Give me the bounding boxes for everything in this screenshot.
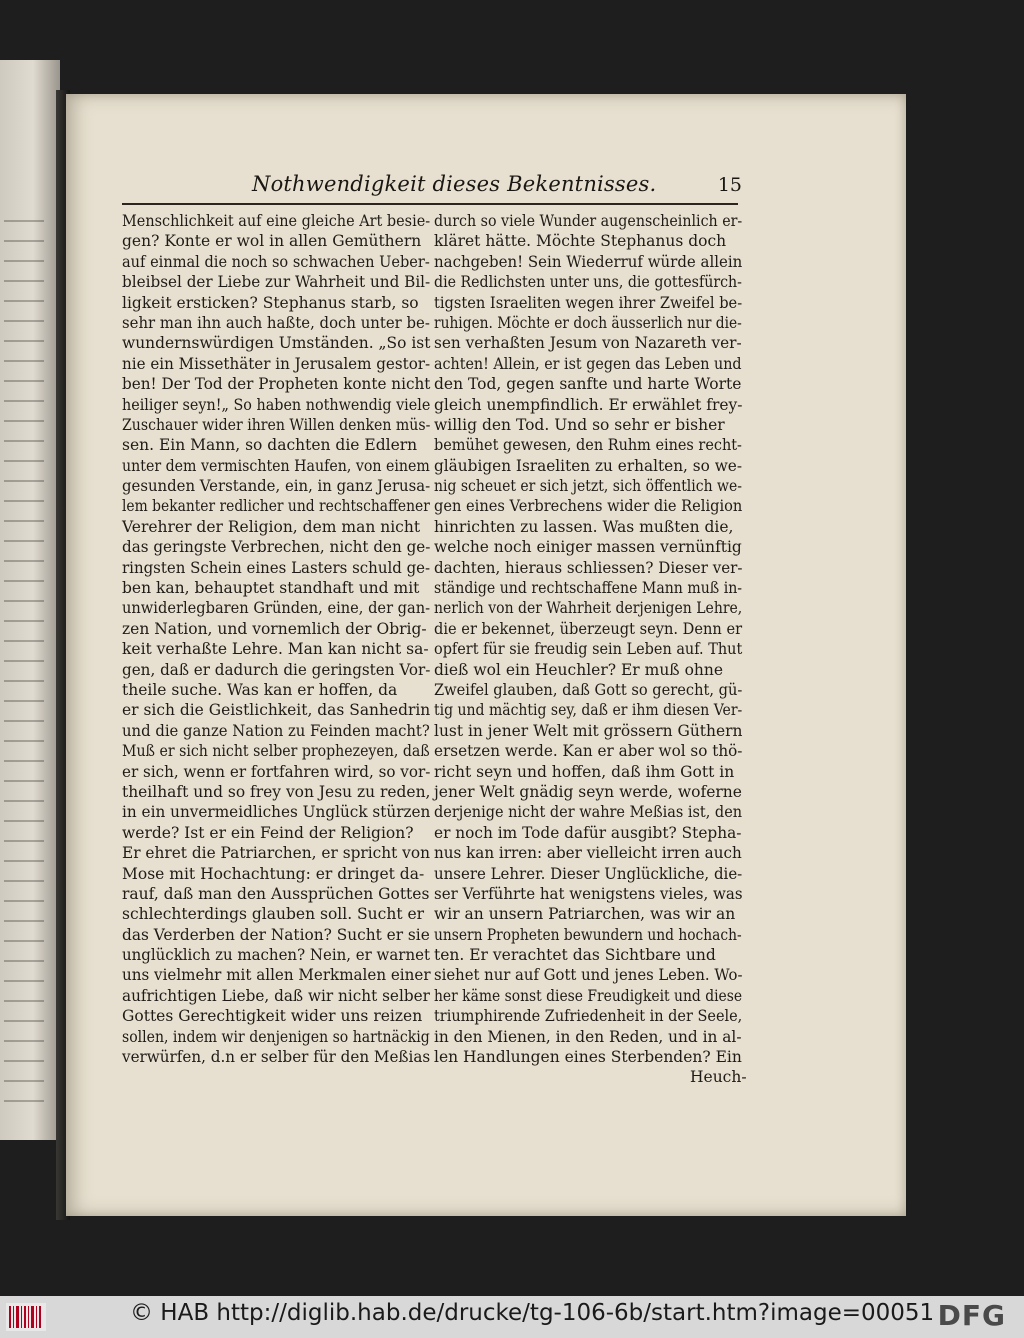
text-line: gen? Konte er wol in allen Gemüthern xyxy=(122,232,422,251)
text-line: hinrichten zu lassen. Was mußten die, xyxy=(434,517,734,536)
text-line: keit verhaßte Lehre. Man kan nicht sa- xyxy=(122,640,429,659)
text-line: nerlich von der Wahrheit derjenigen Lehre, xyxy=(434,599,743,618)
text-line: unwiderlegbaren Gründen, eine, der gan- xyxy=(122,599,431,618)
text-line: zen Nation, und vornemlich der Obrig- xyxy=(122,619,427,638)
text-line: unglücklich zu machen? Nein, er warnet xyxy=(122,946,430,965)
text-line: er sich, wenn er fortfahren wird, so vor- xyxy=(122,762,431,781)
text-line: richt seyn und hoffen, daß ihm Gott in xyxy=(434,762,735,781)
page-number: 15 xyxy=(717,174,742,196)
text-line: Verehrer der Religion, dem man nicht xyxy=(122,517,421,536)
text-line: unter dem vermischten Haufen, von einem xyxy=(122,456,430,475)
text-line: kläret hätte. Möchte Stephanus doch xyxy=(434,232,727,251)
text-line: theilhaft und so frey von Jesu zu reden, xyxy=(122,782,431,801)
text-line: jener Welt gnädig seyn werde, woferne xyxy=(434,782,742,801)
text-line: dieß wol ein Heuchler? Er muß ohne xyxy=(434,660,724,679)
text-line: unsern Propheten bewundern und hochach- xyxy=(434,925,742,944)
text-line: wir an unsern Patriarchen, was wir an xyxy=(434,905,736,924)
text-line: bemühet gewesen, den Ruhm eines recht- xyxy=(434,436,742,455)
text-line: theile suche. Was kan er hoffen, da xyxy=(122,680,398,699)
text-line: bleibsel der Liebe zur Wahrheit und Bil- xyxy=(122,273,431,292)
text-line: derjenige nicht der wahre Meßias ist, den xyxy=(434,803,743,822)
header-rule xyxy=(122,203,738,205)
text-line: Zweifel glauben, daß Gott so gerecht, gü- xyxy=(434,680,743,699)
left-text-column xyxy=(122,211,430,1067)
text-line: aufrichtigen Liebe, daß wir nicht selber xyxy=(122,986,430,1005)
text-line: heiliger seyn!„ So haben nothwendig viele xyxy=(122,395,431,414)
text-line: dachten, hieraus schliessen? Dieser ver- xyxy=(434,558,743,577)
text-line: in ein unvermeidliches Unglück stürzen xyxy=(122,803,431,822)
text-line: den Tod, gegen sanfte und harte Worte xyxy=(434,375,742,394)
text-line: ben kan, behauptet standhaft und mit xyxy=(122,579,420,598)
text-line: wundernswürdigen Umständen. „So ist xyxy=(122,334,431,353)
previous-page-edge xyxy=(0,60,60,1140)
barcode-icon xyxy=(6,1303,46,1331)
text-line: sollen, indem wir denjenigen so hartnäckig xyxy=(122,1027,430,1046)
text-line: ständige und rechtschaffene Mann muß in- xyxy=(434,579,743,598)
text-line: durch so viele Wunder augenscheinlich er- xyxy=(434,212,743,230)
dfg-logo: DFG xyxy=(937,1299,1006,1332)
text-line: ringsten Schein eines Lasters schuld ge- xyxy=(122,558,431,577)
text-line: nig scheuet er sich jetzt, sich öffentlich we- xyxy=(434,477,742,496)
text-line: lust in jener Welt mit grössern Güthern xyxy=(434,721,743,740)
text-line: nie ein Missethäter in Jerusalem gestor- xyxy=(122,354,431,373)
text-line: ten. Er verachtet das Sichtbare und xyxy=(434,946,716,965)
text-line: her käme sonst diese Freudigkeit und diese xyxy=(434,986,743,1005)
text-line: ruhigen. Möchte er doch äusserlich nur die- xyxy=(434,313,742,332)
text-line: die Redlichsten unter uns, die gottesfürch- xyxy=(434,273,742,292)
text-line: er noch im Tode dafür ausgibt? Stepha- xyxy=(434,823,742,842)
text-line: und die ganze Nation zu Feinden macht? xyxy=(122,721,430,740)
right-text-column xyxy=(434,211,742,1067)
text-line: auf einmal die noch so schwachen Ueber- xyxy=(122,252,430,271)
running-head-title: Nothwendigkeit dieses Bekentnisses. xyxy=(252,172,657,196)
text-line: Menschlichkeit auf eine gleiche Art besie- xyxy=(122,212,431,230)
text-line: er sich die Geistlichkeit, das Sanhedrin xyxy=(122,701,431,720)
text-line: gen eines Verbrechens wider die Religion xyxy=(434,497,743,516)
text-line: siehet nur auf Gott und jenes Leben. Wo- xyxy=(434,966,743,985)
text-line: nachgeben! Sein Wiederruf würde allein xyxy=(434,252,743,271)
text-line: das Verderben der Nation? Sucht er sie xyxy=(122,925,430,944)
text-line: werde? Ist er ein Feind der Religion? xyxy=(122,823,414,842)
text-line: tigsten Israeliten wegen ihrer Zweifel be- xyxy=(434,293,743,312)
text-line: triumphirende Zufriedenheit in der Seele, xyxy=(434,1007,743,1026)
text-line: nus kan irren: aber vielleicht irren auch xyxy=(434,844,742,863)
text-line: sen verhaßten Jesum von Nazareth ver- xyxy=(434,334,742,353)
text-line: lem bekanter redlicher und rechtschaffener xyxy=(122,497,430,516)
text-line: ersetzen werde. Kan er aber wol so thö- xyxy=(434,742,743,761)
text-line: tig und mächtig sey, daß er ihm diesen Ver- xyxy=(434,701,743,720)
text-line: willig den Tod. Und so sehr er bisher xyxy=(434,415,725,434)
text-line: verwürfen, d.n er selber für den Meßias xyxy=(122,1048,431,1067)
text-line: sen. Ein Mann, so dachten die Edlern xyxy=(122,436,418,455)
text-line: in den Mienen, in den Reden, und in al- xyxy=(434,1027,742,1046)
text-line: ser Verführte hat wenigstens vieles, was xyxy=(434,884,743,903)
text-line: sehr man ihn auch haßte, doch unter be- xyxy=(122,313,430,332)
text-line: opfert für sie freudig sein Leben auf. Thut xyxy=(434,640,743,659)
text-line: gesunden Verstande, ein, in ganz Jerusa- xyxy=(122,477,431,496)
text-line: gläubigen Israeliten zu erhalten, so we- xyxy=(434,456,743,475)
text-line: gen, daß er dadurch die geringsten Vor- xyxy=(122,660,431,679)
text-line: Mose mit Hochachtung: er dringet da- xyxy=(122,864,425,883)
running-head xyxy=(122,172,742,200)
copyright-link[interactable]: © HAB http://diglib.hab.de/drucke/tg-106-6b/start.htm?image=00051 xyxy=(130,1300,935,1326)
footer-bar xyxy=(0,1296,1024,1338)
text-line: schlechterdings glauben soll. Sucht er xyxy=(122,905,425,924)
catchword: Heuch- xyxy=(690,1068,747,1086)
text-line: gleich unempfindlich. Er erwählet frey- xyxy=(434,395,743,414)
text-line: Muß er sich nicht selber prophezeyen, daß xyxy=(122,742,430,761)
text-line: Gottes Gerechtigkeit wider uns reizen xyxy=(122,1007,423,1026)
text-line: die er bekennet, überzeugt seyn. Denn er xyxy=(434,619,743,638)
text-line: Zuschauer wider ihren Willen denken müs- xyxy=(122,415,431,434)
text-line: Er ehret die Patriarchen, er spricht von xyxy=(122,844,430,863)
text-line: ben! Der Tod der Propheten konte nicht xyxy=(122,375,431,394)
text-line: achten! Allein, er ist gegen das Leben und xyxy=(434,354,742,373)
text-line: unsere Lehrer. Dieser Unglückliche, die- xyxy=(434,864,743,883)
text-line: ligkeit ersticken? Stephanus starb, so xyxy=(122,293,419,312)
text-line: uns vielmehr mit allen Merkmalen einer xyxy=(122,966,431,985)
text-line: das geringste Verbrechen, nicht den ge- xyxy=(122,538,431,557)
text-line: len Handlungen eines Sterbenden? Ein xyxy=(434,1048,742,1067)
text-line: welche noch einiger massen vernünftig xyxy=(434,538,742,557)
text-line: rauf, daß man den Aussprüchen Gottes xyxy=(122,884,430,903)
